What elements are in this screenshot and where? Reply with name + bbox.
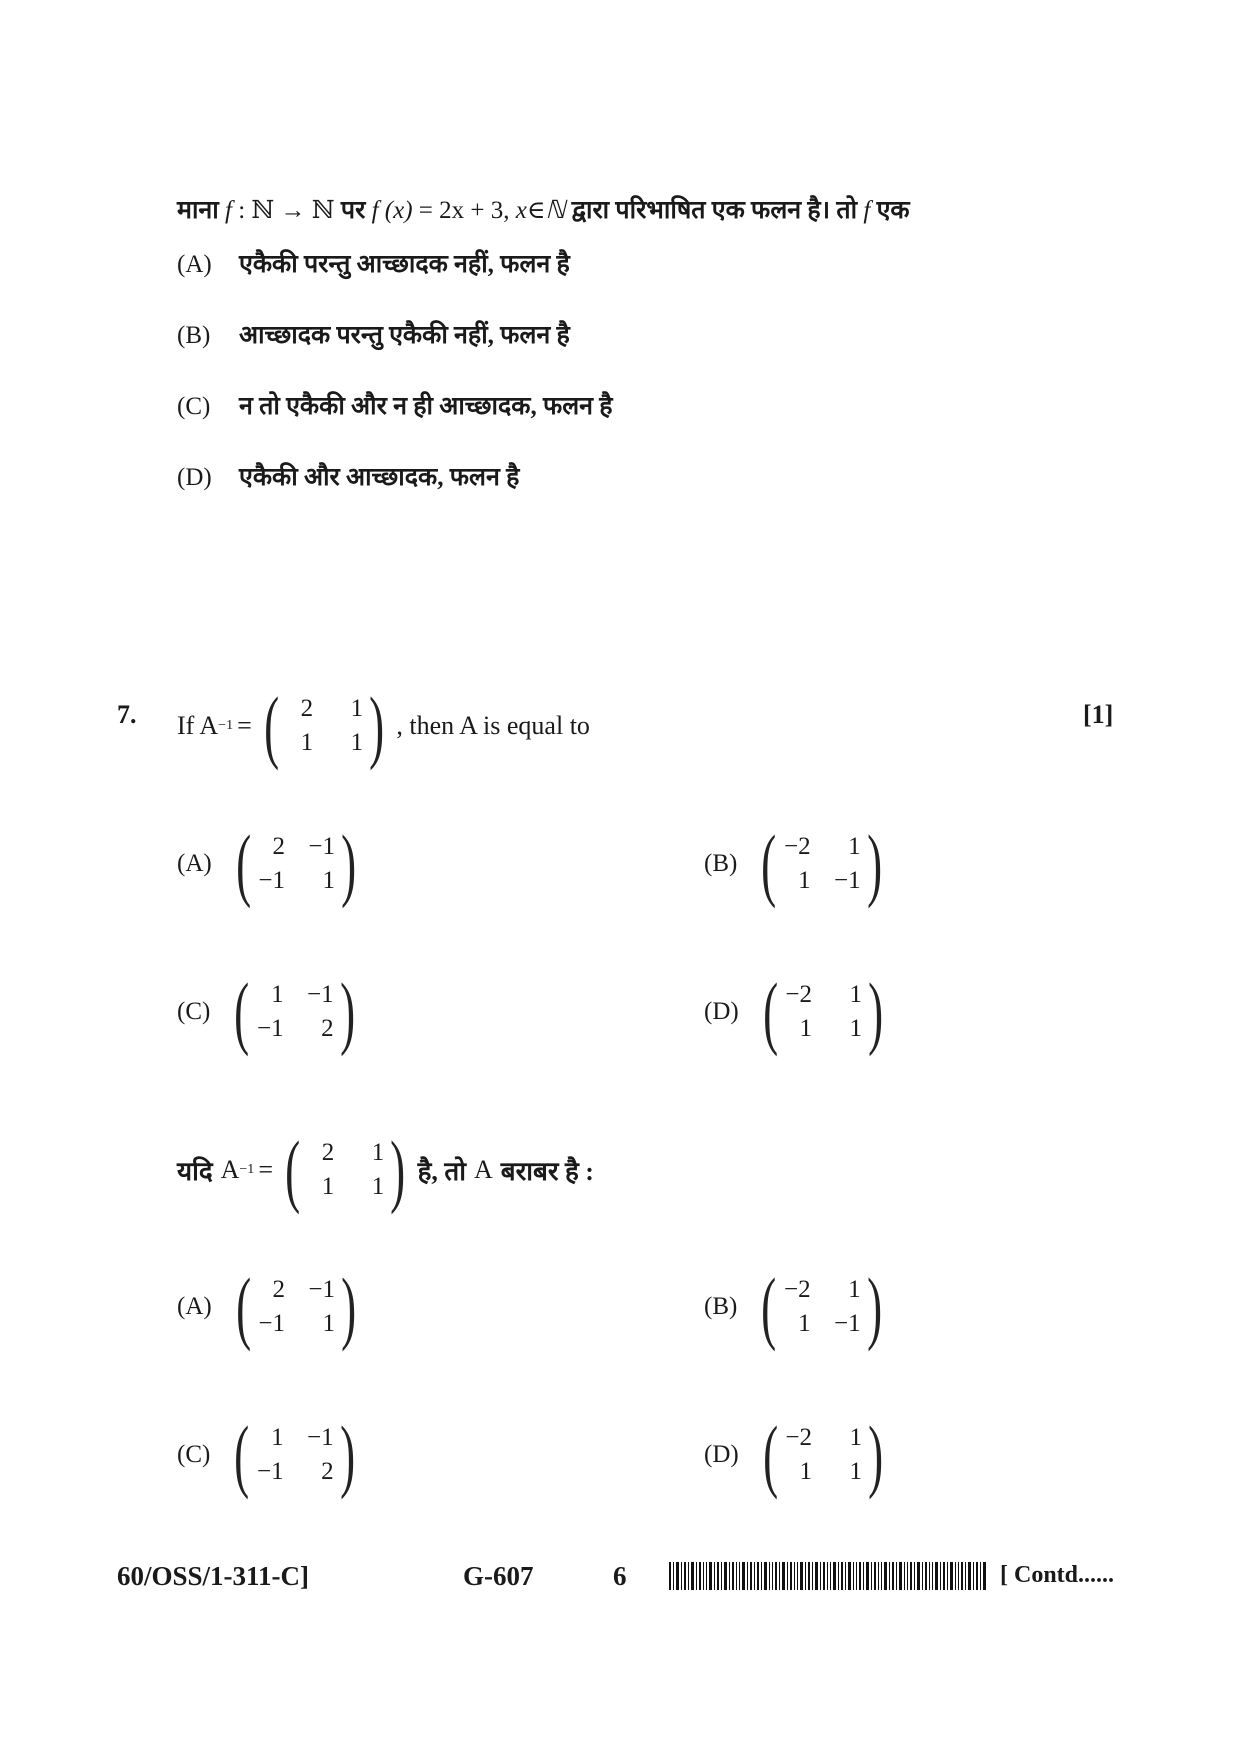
option-matrix <box>228 966 361 1057</box>
matrix-cells <box>306 1139 384 1201</box>
stem-word: द्वारा परिभाषित एक फलन है। तो <box>571 197 858 224</box>
matrix-cell: 1 <box>849 981 863 1008</box>
left-paren: ( <box>234 966 250 1057</box>
inverse-superscript: −1 <box>218 718 234 733</box>
barcode-icon <box>669 1562 987 1590</box>
matrix-cells <box>783 1276 861 1338</box>
right-paren: ) <box>341 1261 357 1352</box>
matrix-symbol: A <box>220 1155 240 1184</box>
left-paren: ( <box>263 680 279 771</box>
right-paren: ) <box>339 966 355 1057</box>
q7-hindi-stem <box>177 1124 594 1215</box>
option-label: (A) <box>177 251 212 278</box>
matrix-cells <box>257 833 335 895</box>
matrix-cell: 1 <box>322 867 336 894</box>
question-number: 7. <box>117 700 137 729</box>
stem-word: एक <box>876 197 910 224</box>
equals-sign: = <box>258 1155 273 1184</box>
option-matrix <box>230 818 363 909</box>
option-label: (A) <box>177 1293 212 1320</box>
stem-word: पर <box>340 197 366 224</box>
inverse-superscript: −1 <box>239 1162 255 1177</box>
matrix-cell: 2 <box>321 1015 334 1042</box>
left-paren: ( <box>235 818 251 909</box>
option-label: (D) <box>704 1441 739 1468</box>
matrix-cell: 1 <box>798 867 811 894</box>
matrix-cell: −1 <box>308 833 336 860</box>
stem-domain: x∈ℕ <box>515 197 566 224</box>
q7-hindi-option-d[interactable] <box>704 1409 895 1500</box>
option-text: न तो एकैकी और न ही आच्छादक, फलन है <box>239 393 613 420</box>
matrix-cell: −2 <box>785 1424 813 1451</box>
marks-badge: [1] <box>1083 700 1114 729</box>
page-number: 6 <box>613 1561 627 1591</box>
option-text: एकैकी परन्तु आच्छादक नहीं, फलन है <box>239 251 570 278</box>
matrix-cell: −2 <box>784 1276 811 1303</box>
q6-hindi-stem <box>177 192 910 226</box>
q6-option-b[interactable] <box>177 317 570 351</box>
matrix-cell: 1 <box>350 729 364 756</box>
matrix-cell: 1 <box>271 1424 284 1451</box>
option-matrix <box>755 818 888 909</box>
matrix-cell: −1 <box>834 1310 861 1337</box>
left-paren: ( <box>761 818 777 909</box>
matrix-cells <box>784 1424 862 1486</box>
option-matrix <box>230 1261 363 1352</box>
left-paren: ( <box>235 1261 251 1352</box>
stem-text: If A <box>177 711 219 740</box>
matrix-cell: −1 <box>257 1015 284 1042</box>
matrix-cells <box>257 1276 335 1338</box>
matrix-cell: 1 <box>300 729 314 756</box>
q6-option-a[interactable] <box>177 246 570 280</box>
option-label: (A) <box>177 850 212 877</box>
matrix-cell: −1 <box>307 1424 334 1451</box>
right-paren: ) <box>868 966 884 1057</box>
q7-hindi-option-a[interactable] <box>177 1261 368 1352</box>
option-matrix <box>228 1409 361 1500</box>
matrix-cell: 1 <box>350 695 364 722</box>
matrix-cell: 1 <box>799 1458 813 1485</box>
matrix-cell: 2 <box>272 1276 286 1303</box>
stem-text: यदि <box>177 1157 213 1186</box>
matrix-cell: 1 <box>371 1139 385 1166</box>
matrix-cell: 1 <box>371 1173 385 1200</box>
q7-hindi-option-c[interactable] <box>177 1409 367 1500</box>
matrix-cell: −1 <box>257 1458 284 1485</box>
option-matrix <box>757 966 890 1057</box>
matrix-cell: 2 <box>321 1139 335 1166</box>
right-paren: ) <box>369 680 385 771</box>
matrix-cell: 2 <box>300 695 314 722</box>
stem-map: : ℕ → ℕ <box>238 197 335 224</box>
matrix-cell: 1 <box>799 1015 813 1042</box>
right-paren: ) <box>339 1409 355 1500</box>
footer-code: 60/OSS/1-311-C] <box>117 1561 310 1591</box>
stem-f: f <box>863 197 871 224</box>
matrix-cells <box>783 833 861 895</box>
right-paren: ) <box>866 1261 882 1352</box>
matrix-cell: 1 <box>848 833 861 860</box>
matrix-cell: 1 <box>849 1424 863 1451</box>
matrix-cells <box>285 695 363 757</box>
matrix-cell: 1 <box>848 1276 861 1303</box>
option-label: (B) <box>704 850 738 877</box>
option-label: (C) <box>177 1441 211 1468</box>
matrix-cell: 1 <box>849 1458 863 1485</box>
option-text: एकैकी और आच्छादक, फलन है <box>239 464 520 491</box>
option-label: (B) <box>704 1293 738 1320</box>
q7-hindi-option-b[interactable] <box>704 1261 894 1352</box>
matrix-cell: 2 <box>321 1458 334 1485</box>
matrix-cells <box>256 981 334 1043</box>
given-matrix <box>258 680 391 771</box>
matrix-cells <box>784 981 862 1043</box>
option-label: (C) <box>177 393 211 420</box>
matrix-cell: 1 <box>322 1310 336 1337</box>
matrix-cell: −2 <box>785 981 813 1008</box>
matrix-cell: −1 <box>834 867 861 894</box>
stem-text: है, तो <box>417 1157 466 1186</box>
option-label: (B) <box>177 322 211 349</box>
matrix-cell: −1 <box>308 1276 336 1303</box>
matrix-cell: 1 <box>271 981 284 1008</box>
q6-option-c[interactable] <box>177 388 613 422</box>
stem-fx: f (x) <box>371 197 413 224</box>
equals-sign: = <box>237 711 252 740</box>
option-matrix <box>755 1261 888 1352</box>
stem-text: , then A is equal to <box>396 711 590 740</box>
left-paren: ( <box>234 1409 250 1500</box>
matrix-cell: −1 <box>307 981 334 1008</box>
option-matrix <box>757 1409 890 1500</box>
matrix-cell: 1 <box>321 1173 335 1200</box>
matrix-cells <box>256 1424 334 1486</box>
left-paren: ( <box>761 1261 777 1352</box>
matrix-cell: 1 <box>849 1015 863 1042</box>
stem-expr: = 2x + 3, <box>418 197 510 224</box>
matrix-cell: 2 <box>272 833 286 860</box>
continued-note: [ Contd...... <box>1000 1562 1115 1588</box>
matrix-cell: 1 <box>798 1310 811 1337</box>
matrix-cell: −2 <box>784 833 811 860</box>
left-paren: ( <box>762 1409 778 1500</box>
stem-text: बराबर है : <box>500 1157 594 1186</box>
right-paren: ) <box>341 818 357 909</box>
given-matrix <box>279 1124 412 1215</box>
stem-word: माना <box>177 197 219 224</box>
q7-stem <box>177 680 590 771</box>
matrix-symbol: A <box>473 1155 493 1184</box>
right-paren: ) <box>390 1124 406 1215</box>
option-text: आच्छादक परन्तु एकैकी नहीं, फलन है <box>239 322 570 349</box>
left-paren: ( <box>285 1124 301 1215</box>
stem-f: f <box>225 197 232 224</box>
matrix-cell: −1 <box>258 867 286 894</box>
footer-paper: G-607 <box>463 1561 534 1591</box>
right-paren: ) <box>866 818 882 909</box>
left-paren: ( <box>762 966 778 1057</box>
option-label: (D) <box>704 998 739 1025</box>
q7-option-d[interactable] <box>704 966 895 1057</box>
right-paren: ) <box>868 1409 884 1500</box>
option-label: (D) <box>177 464 212 491</box>
q6-option-d[interactable] <box>177 459 519 493</box>
option-label: (C) <box>177 998 211 1025</box>
q7-option-a[interactable] <box>177 818 368 909</box>
q7-option-c[interactable] <box>177 966 367 1057</box>
q7-option-b[interactable] <box>704 818 894 909</box>
matrix-cell: −1 <box>258 1310 286 1337</box>
